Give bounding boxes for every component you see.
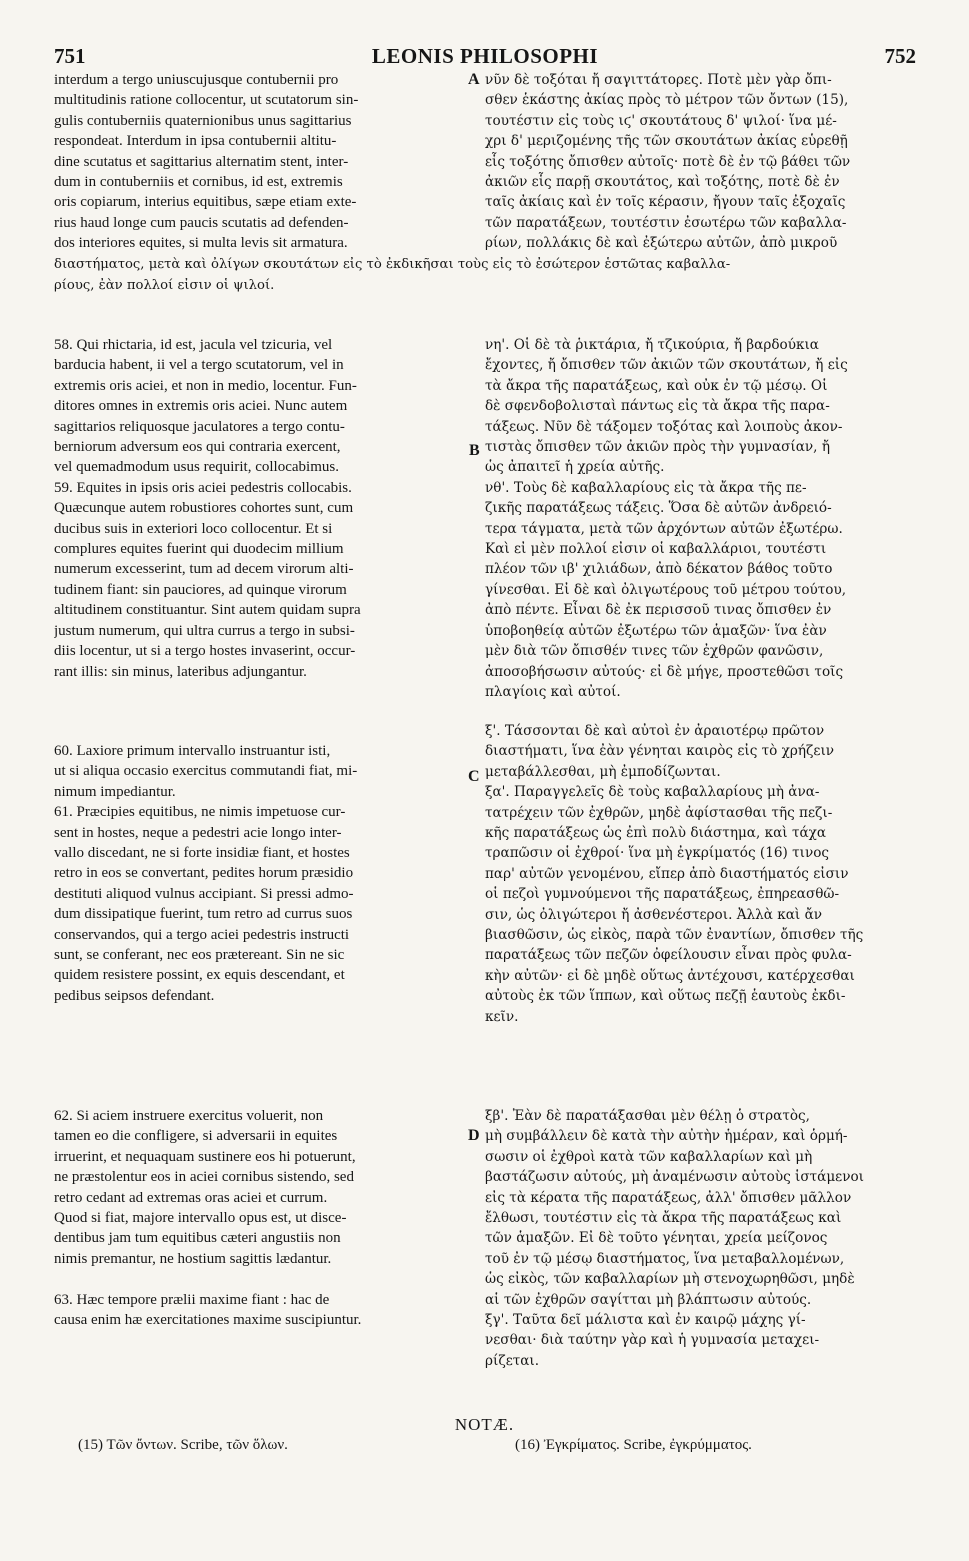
greek-block-top <box>485 70 916 254</box>
text-line: γίνεσθαι. Εἰ δὲ καὶ ὀλιγωτέρους τοῦ μέτρου τούτου, <box>485 581 847 598</box>
text-line: τερα τάγματα, μετὰ τῶν ἀρχόντων αὐτῶν ἐξωτέρω. <box>485 520 843 537</box>
text-line: ταῖς ἀκίαις καὶ ἐν τοῖς κέρασιν, ἤγουν ταῖς ἐξοχαῖς <box>485 194 846 211</box>
text-line: 59. Equites in ipsis oris aciei pedestris collocabis. <box>54 479 352 496</box>
text-line: αὐτοὺς ἐκ τῶν ἵππων, καὶ οὕτως πεζῇ ἑαυτοὺς ἐκδι- <box>485 988 846 1005</box>
text-line: sunt, se conferant, nec eos prætereant. Sin ne sic <box>54 947 345 964</box>
text-line: berniorum adversum eos qui contraria exercent, <box>54 439 341 456</box>
text-line: παρ' αὐτῶν γενομένου, εἴπερ ἀπὸ διαστήματός εἰσιν <box>485 865 849 882</box>
text-line: ρίζεται. <box>485 1352 540 1369</box>
text-line: ut si aliqua occasio exercitus commutandi fiat, mi- <box>54 763 358 780</box>
footnote-16: (16) Ἐγκρίματος. Scribe, ἐγκρύμματος. <box>515 1437 752 1453</box>
text-line: ξγ'. Ταῦτα δεῖ μάλιστα καὶ ἐν καιρῷ μάχης γί- <box>485 1312 806 1329</box>
text-line: τατρέχειν τῶν ἐχθρῶν, μηδὲ ἀφίστασθαι τῆς πεζι- <box>485 804 833 821</box>
text-line: τῶν παρατάξεων, τουτέστιν ἐσωτέρω τῶν καβαλλα- <box>485 214 847 231</box>
latin-block-d <box>54 1106 466 1330</box>
text-line: rius haud longe cum paucis scutatis ad defenden- <box>54 214 349 231</box>
text-line: σωσιν οἱ ἐχθροὶ κατὰ τῶν καβαλλαρίων καὶ μὴ <box>485 1148 813 1165</box>
text-line: sent in hostes, neque a pedestri acie longo inter- <box>54 824 342 841</box>
running-title: LEONIS PHILOSOPHI <box>371 44 599 68</box>
text-line: τραπῶσιν οἱ ἐχθροί· ἵνα μὴ ἐγκρίματός (16) τινος <box>485 845 830 862</box>
text-line: justum numerum, qui ultra currus a tergo in subsi- <box>54 622 355 639</box>
text-line: ὡς ἀπαιτεῖ ἡ χρεία αὐτῆς. <box>485 459 665 476</box>
text-line: nimis premantur, ne hostium sagittis lædantur. <box>54 1250 332 1267</box>
text-line: βιασθῶσιν, ὡς εἰκὸς, παρὰ τῶν ἐναντίων, ὄπισθεν τῆς <box>485 927 864 944</box>
text-line: 61. Præcipies equitibus, ne nimis impetuose cur- <box>54 804 346 821</box>
text-line: retro cedant ad extremas oras aciei et currum. <box>54 1189 328 1206</box>
text-line: destituti aliquod vulnus accipiant. Si pressi admo- <box>54 885 354 902</box>
text-line: ξα'. Παραγγελεῖς δὲ τοὺς καβαλλαρίους μὴ ἀνα- <box>485 784 820 801</box>
text-line: 58. Qui rhictaria, id est, jacula vel tzicuria, vel <box>54 337 333 353</box>
text-line: ὡς εἰκὸς, τῶν καβαλλαρίων μὴ στενοχωρηθῶσι, μηδὲ <box>485 1271 855 1288</box>
text-line: κῆς παρατάξεως ὡς ἐπὶ πολὺ διάστημα, καὶ τάχα <box>485 825 827 842</box>
text-line: οἱ πεζοὶ γυμνούμενοι τῆς παρατάξεως, ἐπηρεασθῶ- <box>485 886 840 903</box>
greek-block-d <box>485 1106 916 1371</box>
text-line: ζικῆς παρατάξεως τάξεις. Ὅσα δὲ αὐτῶν ἀνδρειό- <box>485 500 832 517</box>
text-line: μεταβάλλεσθαι, μὴ ἐμποδίζωνται. <box>485 763 721 780</box>
text-line: conservandos, qui a tergo aciei pedestris instructi <box>54 926 350 943</box>
section-marker-d: D <box>468 1127 480 1144</box>
page-number-left: 751 <box>54 44 86 68</box>
text-line: retro in eos se convertant, pedites horum præsidio <box>54 865 354 882</box>
latin-block-top <box>54 70 466 254</box>
text-line: irruerint, et nequaquam sustinere eos hi potuerunt, <box>54 1148 356 1165</box>
text-line: dum in contuberniis et cornibus, id est, extremis <box>54 174 343 191</box>
text-line: ξ'. Τάσσονται δὲ καὶ αὐτοὶ ἐν ἀραιοτέρῳ πρῶτον <box>485 723 825 739</box>
text-line: complures equites fuerint qui duodecim millium <box>54 541 344 558</box>
text-line: τιστὰς ὄπισθεν τῶν ἀκιῶν πρὸς τὴν γυμνασίαν, ἤ <box>485 439 830 456</box>
text-line: vallo discedant, ne si forte insidiæ fiant, et hostes <box>54 845 350 862</box>
text-line: νη'. Οἱ δὲ τὰ ῥικτάρια, ἤ τζικούρια, ἤ βαρδούκια <box>485 337 819 353</box>
text-line: oris copiarum, interius equitibus, sæpe etiam exte- <box>54 194 357 211</box>
text-line: ἔχοντες, ἤ ὄπισθεν τῶν ἀκιῶν τῶν σκουτάτων, ἤ εἰς <box>485 357 848 374</box>
text-line: πλέον τῶν ιβ' χιλιάδων, ἀπὸ δέκατον βάθος τοῦτο <box>485 561 833 578</box>
latin-block-c <box>54 741 466 1006</box>
text-line: respondeat. Interdum in ipsa contubernii altitu- <box>54 133 337 150</box>
section-marker-c: C <box>468 768 480 785</box>
text-line: numerum excesserint, tum ad decem virorum alti- <box>54 561 354 578</box>
text-line: dentibus jam tum equitibus cæteri angustiis non <box>54 1230 341 1247</box>
text-line: ἔλθωσι, τουτέστιν εἰς τὰ ἄκρα τῆς παρατάξεως καὶ <box>485 1210 842 1227</box>
text-line: gulis contuberniis quaternionibus unus sagittarius <box>54 112 352 129</box>
text-line: κεῖν. <box>485 1008 519 1025</box>
text-line: τῶν ἁμαξῶν. Εἰ δὲ τοῦτο γένηται, χρεία μείζονος <box>485 1230 828 1247</box>
page-header <box>54 44 916 70</box>
text-line: τὰ ἄκρα τῆς παρατάξεως, καὶ οὐκ ἐν τῷ μέσῳ. Οἱ <box>485 377 828 394</box>
text-line: 62. Si aciem instruere exercitus voluerit, non <box>54 1108 324 1124</box>
text-line: Quod si fiat, majore intervallo opus est, ut disce- <box>54 1210 347 1227</box>
greek-full-width-continuation <box>54 254 916 296</box>
greek-block-c <box>485 721 916 1027</box>
text-line: ὑποβοηθείᾳ αὐτῶν ἐξωτέρω τῶν ἁμαξῶν· ἵνα ἐὰν <box>485 622 827 639</box>
text-line: 60. Laxiore primum intervallo instruantur isti, <box>54 743 331 759</box>
text-line: Quæcunque autem robustiores cohortes sunt, cum <box>54 500 354 517</box>
text-line: quidem resistere possint, ex equis descendant, et <box>54 967 345 984</box>
text-line: ἀπὸ πέντε. Εἶναι δὲ ἐκ περισσοῦ τινας ὄπισθεν ἐν <box>485 602 832 619</box>
text-line: ρίων, πολλάκις δὲ καὶ ἐξώτερω αὐτῶν, ἀπὸ μικροῦ <box>485 235 838 252</box>
text-line: diis locentur, ut si a tergo hostes invaserint, occur- <box>54 643 356 660</box>
text-line: multitudinis ratione collocentur, ut scutatorum sin- <box>54 92 359 109</box>
text-line: αἱ τῶν ἐχθρῶν σαγίτται μὴ βλάπτωσιν αὐτούς. <box>485 1291 812 1308</box>
notes-heading: NOTÆ. <box>454 1415 515 1434</box>
text-line: vel quemadmodum usus requirit, collocabimus. <box>54 459 339 476</box>
text-line: interdum a tergo uniuscujusque contubernii pro <box>54 72 339 88</box>
text-line: κὴν αὐτῶν· εἰ δὲ μηδὲ οὕτως ἀντέχουσι, κατέρχεσθαι <box>485 967 855 984</box>
text-line: ne præstolentur eos in aciei cornibus sistendo, sed <box>54 1169 354 1186</box>
text-line: rant illis: sin minus, lateribus adjungantur. <box>54 663 307 680</box>
text-line: altitudinem constituantur. Sint autem quidam supra <box>54 602 361 619</box>
section-marker-a: A <box>468 71 480 88</box>
text-line: dum dissipatique fuerint, tum retro ad currus suos <box>54 906 353 923</box>
text-line: εἷς τοξότης ὄπισθεν αὐτοῖς· ποτὲ δὲ ἐν τῷ βάθει τῶν <box>485 153 851 170</box>
text-line: ξβ'. Ἐὰν δὲ παρατάξασθαι μὲν θέλῃ ὁ στρατὸς, <box>485 1108 810 1124</box>
text-line: ἀκιῶν εἷς παρῇ σκουτάτος, καὶ τοξότης, ποτὲ δὲ ἐν <box>485 174 840 191</box>
text-line: εἰς τὰ κέρατα τῆς παρατάξεως, ἀλλ' ὄπισθεν μᾶλλον <box>485 1189 852 1206</box>
text-line: ἀποσοβήσωσιν αὐτούς· εἰ δὲ μήγε, προστεθῶσι τοῖς <box>485 663 844 680</box>
text-line: βαστάζωσιν αὐτούς, μὴ ἀναμένωσιν αὐτοὺς ἱστάμενοι <box>485 1169 864 1186</box>
text-line: ditores omnes in extremis oris aciei. Nunc autem <box>54 398 348 415</box>
text-line <box>54 1269 466 1289</box>
text-line: ρίους, ἐὰν πολλοί εἰσιν οἱ ψιλοί. <box>54 278 275 294</box>
latin-block-b <box>54 335 466 682</box>
text-line: νεσθαι· διὰ ταύτην γὰρ καὶ ἡ γυμνασία μεταχει- <box>485 1332 820 1349</box>
greek-block-b <box>485 335 916 702</box>
text-line: πλαγίοις καὶ αὐτοί. <box>485 683 621 700</box>
text-line: μὲν διὰ τῶν ὄπισθέν τινες τῶν ἐχθρῶν φανῶσιν, <box>485 643 824 660</box>
text-line: τάξεως. Νῦν δὲ τάξομεν τοξότας καὶ λοιποὺς ἀκον- <box>485 418 843 435</box>
text-line: διαστήματος, μετὰ καὶ ὀλίγων σκουτάτων εἰς τὸ ἐκδικῆσαι τοὺς εἰς τὸ ἐσώτερον ἑστῶτας καβαλλα- <box>54 257 731 272</box>
text-line: χρι δ' μεριζομένης τῆς τῶν σκουτάτων ἀκίας εὑρεθῇ <box>485 133 848 150</box>
text-line: barducia habent, ii vel a tergo scutatorum, vel in <box>54 357 344 374</box>
text-line: διαστήματι, ἵνα ἐὰν γένηται καιρὸς εἰς τὸ χρήζειν <box>485 743 835 760</box>
text-line: Καὶ εἰ μὲν πολλοί εἰσιν οἱ καβαλλάριοι, τουτέστι <box>485 541 827 558</box>
text-line: tudinem fiant: sin pauciores, ad quinque virorum <box>54 581 347 598</box>
text-line: δὲ σφενδοβολισταὶ πάντως εἰς τὰ ἄκρα τῆς παρα- <box>485 398 830 415</box>
text-line: τοῦ ἐν τῷ μέσῳ διαστήματος, ἵνα μεταβαλλομένων, <box>485 1250 845 1267</box>
footnote-15: (15) Τῶν ὄντων. Scribe, τῶν ὅλων. <box>78 1437 288 1453</box>
text-line: extremis oris aciei, et non in medio, locentur. Fun- <box>54 377 357 394</box>
text-line: νῦν δὲ τοξόται ἤ σαγιττάτορες. Ποτὲ μὲν γὰρ ὄπι- <box>485 72 832 88</box>
text-line: tamen eo die confligere, si adversarii in equites <box>54 1128 338 1145</box>
text-line: dine scutatus et sagittarius alternatim stent, inter- <box>54 153 349 170</box>
text-line: ducibus suis in exteriori loco collocentur. Et si <box>54 520 333 537</box>
text-line: causa enim hæ exercitationes maxime suscipiuntur. <box>54 1312 362 1329</box>
text-line: pedibus seipsos defendant. <box>54 987 215 1004</box>
section-marker-b: B <box>469 442 480 459</box>
text-line: σιν, ὡς ὀλιγώτεροι ἤ ἀσθενέστεροι. Ἀλλὰ καὶ ἄν <box>485 906 823 923</box>
text-line: σθεν ἑκάστης ἀκίας πρὸς τὸ μέτρον τῶν ὄντων (15), <box>485 92 849 109</box>
text-line: 63. Hæc tempore prælii maxime fiant : hac de <box>54 1291 330 1308</box>
text-line: νθ'. Τοὺς δὲ καβαλλαρίους εἰς τὰ ἄκρα τῆς πε- <box>485 479 807 496</box>
text-line: sagittarios reliquosque jaculatores a tergo contu- <box>54 418 345 435</box>
page-number-right: 752 <box>884 44 916 68</box>
text-line: παρατάξεως τῶν πεζῶν ὀφείλουσιν εἶναι πρὸς φυλα- <box>485 947 852 964</box>
text-line: dos interiores equites, si multa levis sit armatura. <box>54 235 348 252</box>
text-line: nimum impediantur. <box>54 783 176 800</box>
text-line: μὴ συμβάλλειν δὲ κατὰ τὴν αὐτὴν ἡμέραν, καὶ ὁρμή- <box>485 1128 848 1145</box>
text-line: τουτέστιν εἰς τοὺς ιϛ' σκουτάτους δ' ψιλοί· ἵνα μέ- <box>485 112 837 129</box>
